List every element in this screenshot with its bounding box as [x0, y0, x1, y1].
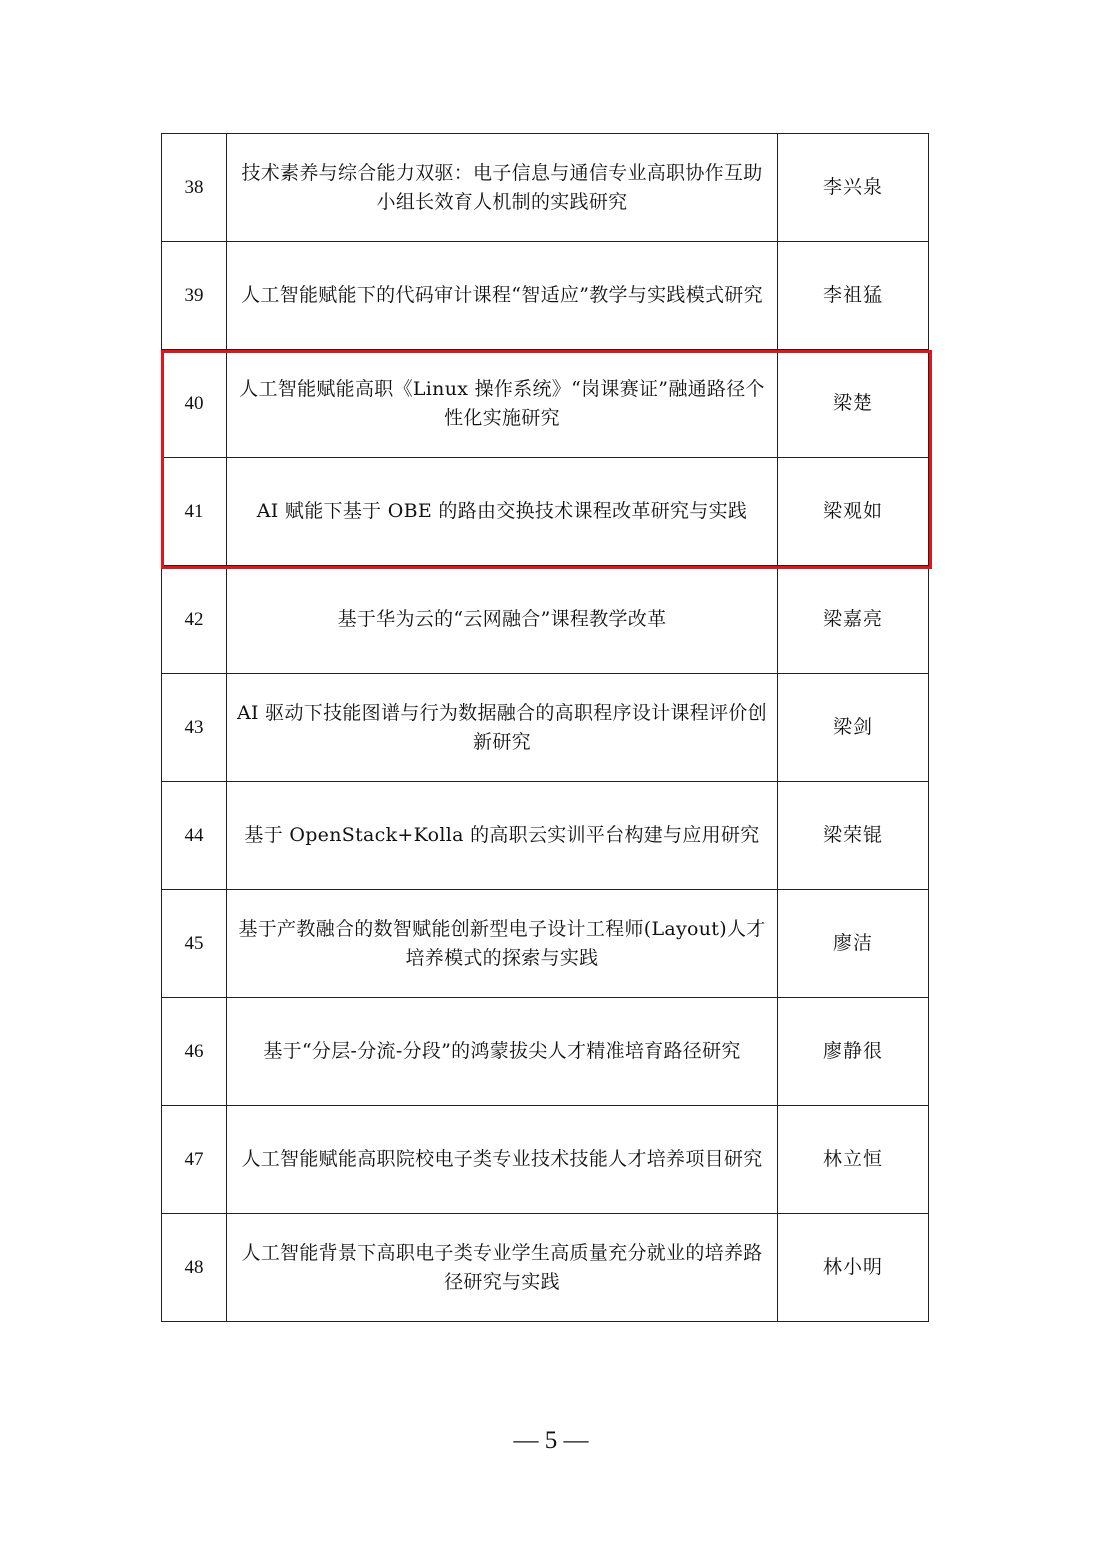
- project-owner: 廖静很: [778, 998, 929, 1106]
- table-row: [162, 1214, 929, 1322]
- project-title: 技术素养与综合能力双驱：电子信息与通信专业高职协作互助小组长效育人机制的实践研究: [227, 134, 778, 242]
- project-title: 基于产教融合的数智赋能创新型电子设计工程师(Layout)人才培养模式的探索与实践: [227, 890, 778, 998]
- row-number: 44: [162, 782, 227, 890]
- project-owner: 林小明: [778, 1214, 929, 1322]
- row-number: 39: [162, 242, 227, 350]
- table-row: [162, 782, 929, 890]
- table-row: [162, 134, 929, 242]
- project-title: 人工智能赋能高职院校电子类专业技术技能人才培养项目研究: [227, 1106, 778, 1214]
- row-number: 43: [162, 674, 227, 782]
- project-title: 基于“分层-分流-分段”的鸿蒙拔尖人才精准培育路径研究: [227, 998, 778, 1106]
- table-row: [162, 998, 929, 1106]
- row-number: 38: [162, 134, 227, 242]
- table-row: [162, 350, 929, 458]
- table-row: [162, 890, 929, 998]
- project-title: 基于华为云的“云网融合”课程教学改革: [227, 566, 778, 674]
- row-number: 40: [162, 350, 227, 458]
- table-row: [162, 566, 929, 674]
- project-owner: 梁剑: [778, 674, 929, 782]
- project-owner: 梁荣锟: [778, 782, 929, 890]
- row-number: 48: [162, 1214, 227, 1322]
- project-table: [161, 133, 929, 1322]
- project-title: 基于 OpenStack+Kolla 的高职云实训平台构建与应用研究: [227, 782, 778, 890]
- page-number: — 5 —: [513, 1427, 589, 1454]
- project-owner: 李祖猛: [778, 242, 929, 350]
- row-number: 47: [162, 1106, 227, 1214]
- table-row: [162, 458, 929, 566]
- project-owner: 梁观如: [778, 458, 929, 566]
- project-owner: 梁嘉亮: [778, 566, 929, 674]
- project-owner: 梁楚: [778, 350, 929, 458]
- row-number: 42: [162, 566, 227, 674]
- table-row: [162, 674, 929, 782]
- project-title: 人工智能赋能下的代码审计课程“智适应”教学与实践模式研究: [227, 242, 778, 350]
- table-row: [162, 1106, 929, 1214]
- project-title: 人工智能赋能高职《Linux 操作系统》“岗课赛证”融通路径个性化实施研究: [227, 350, 778, 458]
- project-title: AI 驱动下技能图谱与行为数据融合的高职程序设计课程评价创新研究: [227, 674, 778, 782]
- project-title: 人工智能背景下高职电子类专业学生高质量充分就业的培养路径研究与实践: [227, 1214, 778, 1322]
- table-row: [162, 242, 929, 350]
- row-number: 41: [162, 458, 227, 566]
- row-number: 46: [162, 998, 227, 1106]
- project-owner: 廖洁: [778, 890, 929, 998]
- project-owner: 李兴泉: [778, 134, 929, 242]
- project-title: AI 赋能下基于 OBE 的路由交换技术课程改革研究与实践: [227, 458, 778, 566]
- row-number: 45: [162, 890, 227, 998]
- project-owner: 林立恒: [778, 1106, 929, 1214]
